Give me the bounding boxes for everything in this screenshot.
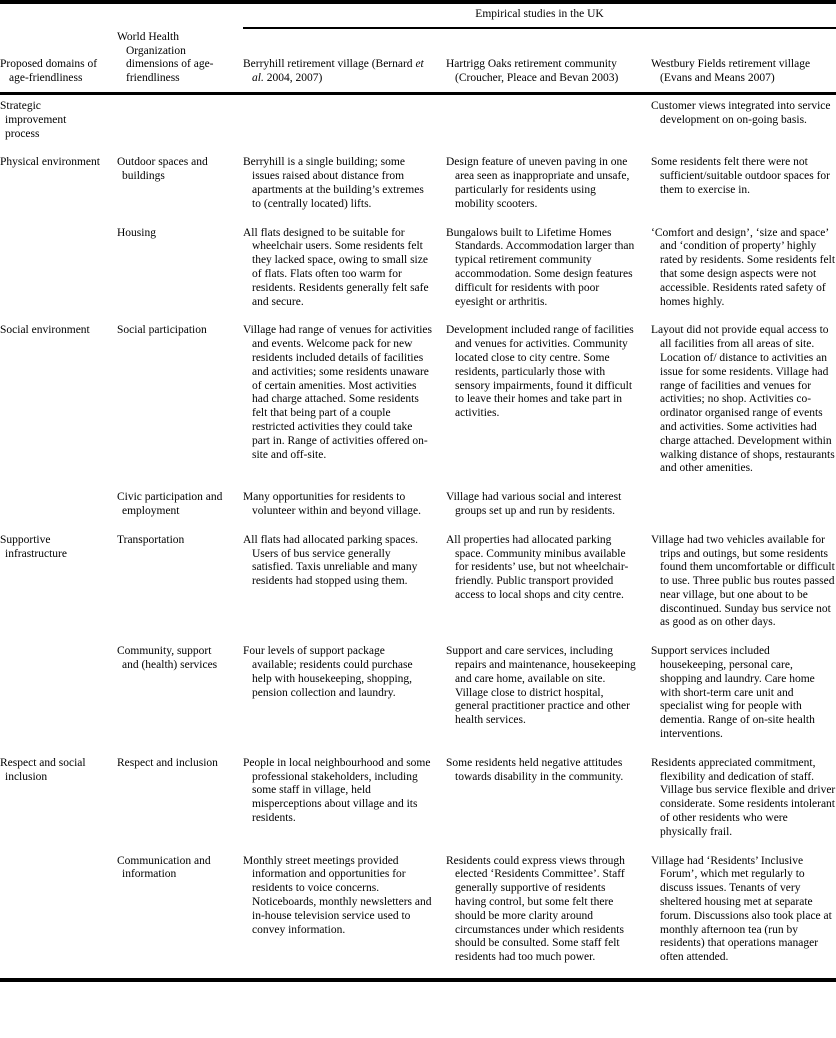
column-header-domains-label: Proposed domains of age-friendliness: [0, 58, 98, 85]
cell-domain: [0, 532, 117, 644]
cell-berryhill: [243, 489, 446, 532]
spanning-header: [243, 2, 836, 28]
column-header-berryhill-label: [243, 58, 434, 86]
dimension-label: Communication and information: [117, 854, 211, 881]
spanning-header-spacer: [0, 2, 243, 28]
westbury-finding: Residents appreciated commitment, flexibility and dedication of staff. Village bus service flexible and driver considerate. Some residents intolerant of other residents who were physically frail.: [651, 756, 836, 838]
berryhill-finding: Village had range of venues for activities and events. Welcome pack for new residents included details of facilities and activities; some residents unaware of certain amenities. Most activities had charge attached. Some residents felt that being part of a couple restricted activities they could take part in. Range of activities offered on-site and off-site.: [243, 324, 432, 461]
row-civic-participation-and-employment: [0, 489, 836, 532]
westbury-finding: Some residents felt there were not sufficient/suitable outdoor spaces for them to exercise in.: [651, 156, 831, 196]
hartrigg-finding: Support and care services, including repairs and maintenance, housekeeping and care home, available on site. Village close to district hospital, general practitioner practice and other health services.: [446, 645, 636, 727]
cell-dimension: [117, 322, 243, 489]
westbury-finding: Support services included housekeeping, personal care, shopping and laundry. Care home with short-term care unit and specialist wing for people with dementia. Range of on-site health interventions.: [651, 645, 815, 741]
spanning-header-label: Empirical studies in the UK: [475, 8, 604, 20]
domain-label: Respect and social inclusion: [0, 756, 86, 783]
berryhill-header-pre: Berryhill retirement village (Bernard: [243, 58, 416, 71]
hartrigg-finding: Bungalows built to Lifetime Homes Standards. Accommodation larger than typical retirement community accommodation. Some design features difficult for residents with poor eyesight or arthritis.: [446, 226, 635, 308]
cell-hartrigg: [446, 489, 651, 532]
berryhill-finding: Four levels of support package available; residents could purchase help with housekeeping, shopping, pension collection and laundry.: [243, 645, 413, 699]
table-header: [0, 2, 836, 93]
spanning-header-row: [0, 2, 836, 28]
dimension-label: Transportation: [117, 533, 185, 546]
cell-westbury: [651, 853, 836, 980]
row-community-support-health-services: [0, 643, 836, 755]
berryhill-finding: Berryhill is a single building; some issues raised about distance from apartments at the building’s extremes to (centrally located) lifts.: [243, 156, 424, 210]
column-header-who-label: World Health Organization dimensions of age-friendliness: [117, 30, 214, 85]
cell-berryhill: [243, 154, 446, 224]
westbury-finding: Customer views integrated into service development on on-going basis.: [651, 99, 831, 126]
hartrigg-finding: All properties had allocated parking space. Community minibus available for residents’ use, but not wheelchair-friendly. Public transport provided access to local shops and city centre.: [446, 533, 629, 601]
cell-domain: [0, 755, 117, 853]
row-housing: [0, 225, 836, 323]
row-communication-and-information: [0, 853, 836, 980]
westbury-finding: Village had two vehicles available for trips and outings, but some residents found them uncomfortable or difficult to use. Three public bus routes passed near village, but one about to be discontinued. Sunday bus service not as good as on other days.: [651, 533, 835, 629]
cell-hartrigg: [446, 755, 651, 853]
westbury-finding: Village had ‘Residents’ Inclusive Forum’, which met regularly to discuss issues. Tenants of very sheltered housing met at separate forum. Discussions also took place at monthly afternoon tea (run by residents) that operations manager often attended.: [651, 854, 832, 964]
row-transportation: [0, 532, 836, 644]
cell-hartrigg: [446, 322, 651, 489]
cell-domain: [0, 853, 117, 980]
dimension-label: Outdoor spaces and buildings: [117, 156, 208, 183]
column-header-hartrigg-label: Hartrigg Oaks retirement community (Croucher, Pleace and Bevan 2003): [446, 58, 619, 85]
row-strategic-improvement-process: [0, 93, 836, 154]
domain-label: Supportive infrastructure: [0, 533, 67, 560]
cell-dimension: [117, 154, 243, 224]
cell-berryhill: [243, 93, 446, 154]
cell-berryhill: [243, 322, 446, 489]
dimension-label: Civic participation and employment: [117, 491, 223, 517]
westbury-finding: Layout did not provide equal access to all facilities from all areas of site. Location of/ distance to activities an issue for some residents. Village had range of facilities and venues for activities; no shop. Activities co-ordinator organised range of events and activities. Some activities had charge attached. Development within walking distance of shops, restaurants and other amenities.: [651, 324, 835, 475]
cell-hartrigg: [446, 853, 651, 980]
berryhill-finding: All flats designed to be suitable for wheelchair users. Some residents felt they lacked space, owing to small size of flats. Flats often too warm for residents. Residents generally felt safe and secure.: [243, 226, 429, 308]
domain-label: Social environment: [0, 324, 90, 337]
berryhill-finding: Monthly street meetings provided information and opportunities for residents to voice concerns. Noticeboards, monthly newsletters and in-house television service used to convey information.: [243, 854, 432, 936]
cell-berryhill: [243, 853, 446, 980]
dimension-label: Housing: [117, 226, 156, 239]
row-outdoor-spaces-and-buildings: [0, 154, 836, 224]
cell-westbury: [651, 154, 836, 224]
cell-dimension: [117, 225, 243, 323]
cell-dimension: [117, 532, 243, 644]
cell-hartrigg: [446, 532, 651, 644]
row-respect-and-inclusion: [0, 755, 836, 853]
domain-label: Strategic improvement process: [0, 99, 67, 140]
cell-domain: [0, 93, 117, 154]
berryhill-header-post: 2004, 2007): [263, 72, 323, 85]
hartrigg-finding: Development included range of facilities and venues for activities. Community located close to city centre. Some residents, particularly those with sensory impairments, found it difficult to leave their homes and take part in activities.: [446, 324, 634, 420]
cell-hartrigg: [446, 225, 651, 323]
column-header-westbury: [651, 28, 836, 94]
cell-westbury: [651, 225, 836, 323]
row-social-participation: [0, 322, 836, 489]
cell-hartrigg: [446, 154, 651, 224]
cell-domain: [0, 643, 117, 755]
cell-dimension: [117, 489, 243, 532]
cell-hartrigg: [446, 643, 651, 755]
cell-westbury: [651, 755, 836, 853]
cell-berryhill: [243, 643, 446, 755]
cell-dimension: [117, 93, 243, 154]
dimension-label: Respect and inclusion: [117, 756, 218, 769]
dimension-label: Community, support and (health) services: [117, 645, 218, 672]
column-header-who-dimensions: [117, 28, 243, 94]
cell-domain: [0, 225, 117, 323]
cell-dimension: [117, 643, 243, 755]
column-header-westbury-label: Westbury Fields retirement village (Evans and Means 2007): [651, 58, 811, 85]
cell-berryhill: [243, 755, 446, 853]
column-header-row: [0, 28, 836, 94]
cell-dimension: [117, 755, 243, 853]
cell-westbury: [651, 93, 836, 154]
table-body: [0, 93, 836, 980]
cell-westbury: [651, 532, 836, 644]
cell-dimension: [117, 853, 243, 980]
hartrigg-finding: Village had various social and interest groups set up and run by residents.: [446, 491, 622, 517]
westbury-finding: ‘Comfort and design’, ‘size and space’ and ‘condition of property’ highly rated by residents. Some residents felt that some design aspects were not accessible. Residents rated safety of homes highly.: [651, 226, 836, 308]
cell-berryhill: [243, 532, 446, 644]
cell-domain: [0, 154, 117, 224]
cell-berryhill: [243, 225, 446, 323]
cell-domain: [0, 322, 117, 489]
cell-domain: [0, 489, 117, 532]
berryhill-finding: People in local neighbourhood and some professional stakeholders, including some staff in village, held misperceptions about village and its residents.: [243, 756, 431, 825]
cell-westbury: [651, 322, 836, 489]
column-header-hartrigg: [446, 28, 651, 94]
cell-westbury: [651, 489, 836, 532]
column-header-berryhill: [243, 28, 446, 94]
berryhill-finding: All flats had allocated parking spaces. Users of bus service generally satisfied. Taxis unreliable and many residents had stopped using them.: [243, 533, 418, 588]
hartrigg-finding: Some residents held negative attitudes towards disability in the community.: [446, 756, 624, 783]
domain-label: Physical environment: [0, 156, 100, 169]
berryhill-header-etal: et al.: [252, 58, 424, 85]
cell-hartrigg: [446, 93, 651, 154]
berryhill-finding: Many opportunities for residents to volunteer within and beyond village.: [243, 491, 421, 517]
hartrigg-finding: Residents could express views through elected ‘Residents Committee’. Staff generally supportive of residents having control, but some felt there should be more clarity around circumstances under which residents should be consulted. Some staff felt residents had too much power.: [446, 854, 625, 964]
column-header-domains: [0, 28, 117, 94]
hartrigg-finding: Design feature of uneven paving in one area seen as inappropriate and unsafe, particularly for residents using mobility scooters.: [446, 156, 630, 210]
dimension-label: Social participation: [117, 324, 207, 337]
cell-westbury: [651, 643, 836, 755]
